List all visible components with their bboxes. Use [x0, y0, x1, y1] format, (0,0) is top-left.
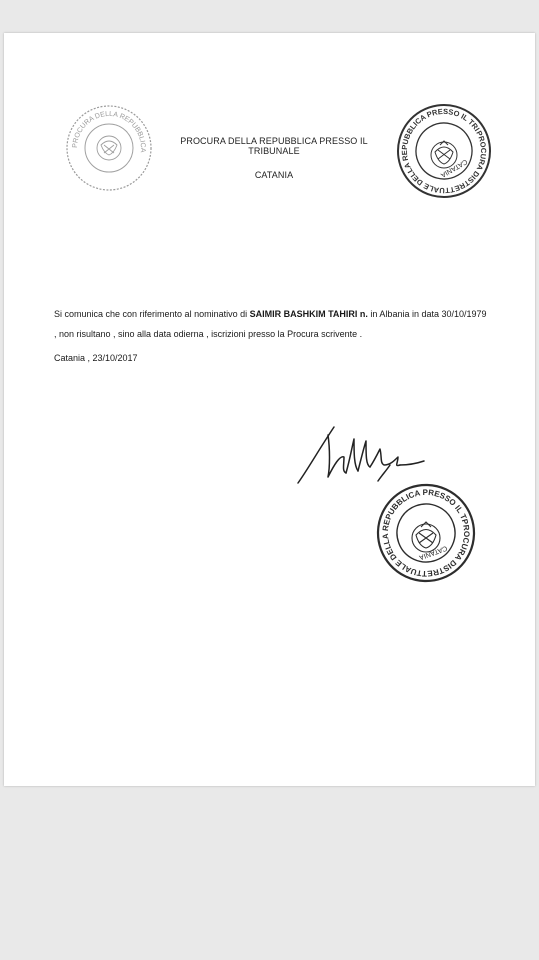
right-official-stamp — [394, 101, 494, 201]
bottom-stamp-ring-text: PROCURA DISTRETTUALE DELLA REPUBBLICA PRESSO IL TRIBUNALE — [380, 487, 472, 579]
letter-line-1 — [54, 304, 504, 324]
svg-text:PROCURA DELLA REPUBBLICA — [72, 111, 146, 153]
bottom-stamp-city: CATANIA — [418, 543, 448, 561]
letter-body — [54, 304, 504, 344]
office-city: CATANIA — [254, 170, 294, 180]
subject-name: SAIMIR BASHKIM TAHIRI n. — [249, 309, 368, 319]
place-and-date: Catania , 23/10/2017 — [54, 353, 138, 363]
letter-line-2: , non risultano , sino alla data odierna , iscrizioni presso la Procura scrivente . — [54, 329, 363, 339]
left-official-stamp — [64, 103, 154, 193]
svg-text:PROCURA DISTRETTUALE DELLA REP — [374, 481, 478, 585]
left-stamp-ring-text: PROCURA DELLA REPUBBLICA — [71, 110, 147, 153]
right-stamp-city: CATANIA — [439, 157, 469, 179]
document-page — [4, 33, 535, 786]
letterhead — [154, 136, 394, 180]
birth-info: in Albania in data 30/10/1979 — [367, 309, 487, 319]
right-stamp-ring-text: PROCURA DISTRETTUALE DELLA REPUBBLICA PRESSO IL TRIBUNALE — [399, 106, 489, 196]
bottom-official-stamp — [374, 481, 478, 585]
letter-intro: Si comunica che con riferimento al nominativo di — [54, 309, 250, 319]
office-title: PROCURA DELLA REPUBBLICA PRESSO IL TRIBUNALE — [180, 136, 368, 156]
svg-text:PROCURA DISTRETTUALE DELLA REP — [394, 101, 494, 201]
